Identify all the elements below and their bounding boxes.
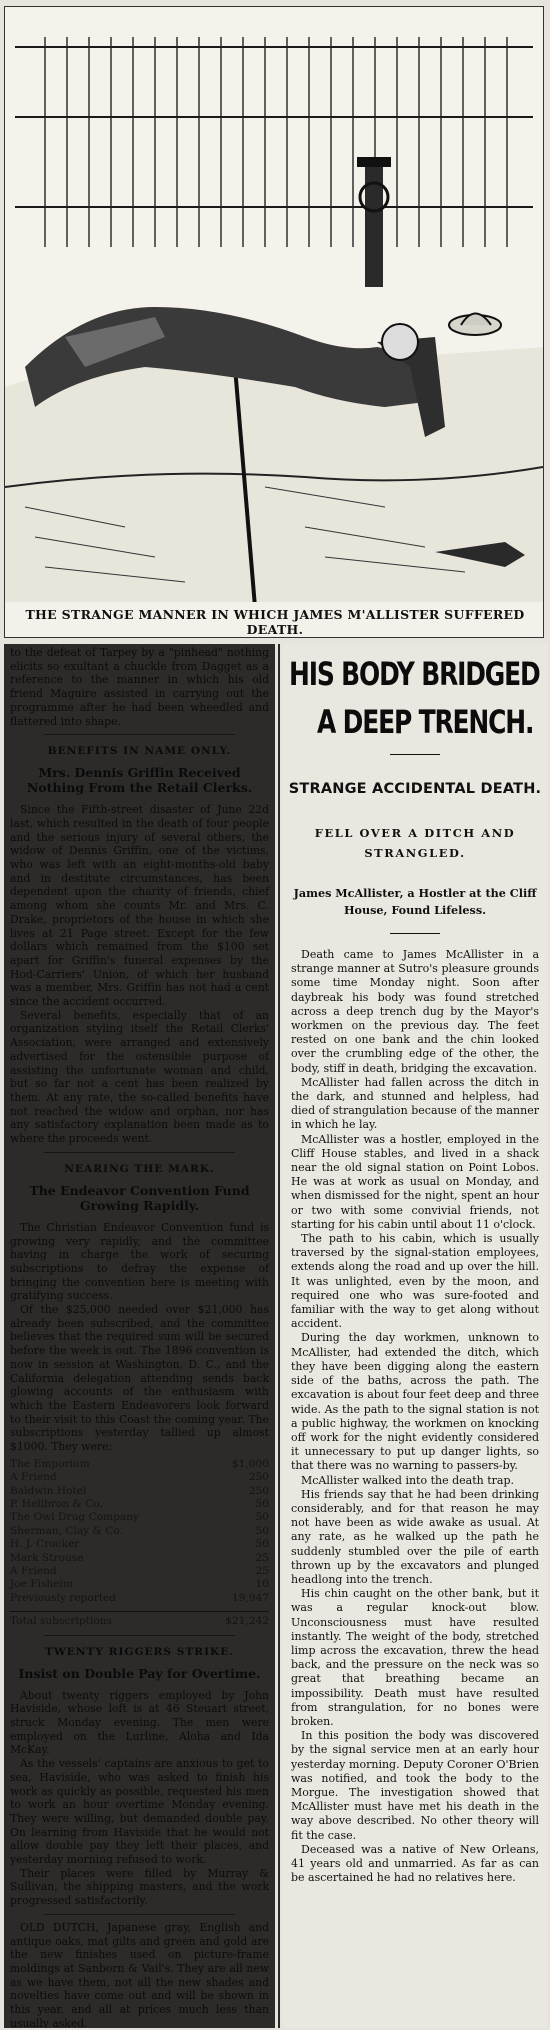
subscription-row	[10, 1592, 269, 1605]
subscriber-name: Mark Strouse	[10, 1551, 84, 1564]
section-heading: TWENTY RIGGERS STRIKE.	[44, 1645, 234, 1658]
section-heading: NEARING THE MARK.	[64, 1162, 215, 1175]
article-paragraph: His chin caught on the other bank, but it was a regular knock-out blow. Unconsciousness must have resulted instantly. The weight of the body, stretched limp across the excavation, threw the head back, and the pressure on the neck was so great that breathing became an impossibility. Death must have resulted from strangulation, for no bones were broken.	[291, 1587, 539, 1728]
headline-second-line: A DEEP TRENCH.	[317, 703, 534, 741]
subscriber-name: A Friend	[10, 1471, 57, 1484]
divider	[44, 1635, 235, 1636]
deck-summary: James McAllister, a Hostler at the Cliff House, Found Lifeless.	[293, 886, 537, 917]
subscriber-amount: 250	[248, 1471, 269, 1484]
subscription-row	[10, 1552, 269, 1565]
subscription-row	[10, 1471, 269, 1484]
section-subheading: Mrs. Dennis Griffin Received Nothing From the Retail Clerks.	[26, 765, 253, 796]
subscriber-amount: 50	[255, 1497, 269, 1510]
subscriber-amount: 50	[255, 1538, 269, 1551]
divider	[44, 1152, 235, 1153]
subscriptions-table	[10, 1458, 269, 1629]
divider	[390, 933, 440, 934]
column-divider	[278, 644, 280, 2028]
total-label: Total subscriptions	[10, 1615, 112, 1628]
article-paragraph: The path to his cabin, which is usually traversed by the signal-station employees, extends along the road and up over the hill. It was unlighted, even by the moon, and required one who was sure-footed and familiar with the way to get along without accident.	[291, 1232, 539, 1331]
subscriber-name: Joe Fisheim	[10, 1578, 73, 1591]
right-column	[283, 644, 547, 2028]
article-paragraph: Deceased was a native of New Orleans, 41 years old and unmarried. As far as can be ascertained he had no relatives here.	[291, 1842, 539, 1885]
article-paragraph: McAllister had fallen across the ditch in the dark, and stunned and helpless, had died of strangulation because of the manner in which he lay.	[291, 1075, 539, 1132]
subscription-row	[10, 1525, 269, 1538]
subscriber-name: A Friend	[10, 1565, 57, 1577]
section-paragraph: Their places were filled by Murray & Sullivan, the shipping masters, and the work progressed satisfactorily.	[10, 1866, 269, 1908]
subscriber-amount: 25	[255, 1565, 269, 1577]
divider	[390, 754, 440, 755]
section-paragraph: As the vessels' captains are anxious to get to sea, Haviside, who was asked to finish his work as quickly as possible, requested his men to work an hour overtime Monday evening. They were willing, but demanded double pay. On learning from Haviside that he would not allow double pay they left their places, and yesterday morning refused to work.	[10, 1757, 269, 1867]
section-paragraph: The Christian Endeavor Convention fund is growing very rapidly, and the committee having in charge the work of securing subscriptions to defray the expense of bringing the convention here is meeting with gratifying success.	[10, 1220, 269, 1303]
subscriber-amount: 50	[255, 1511, 269, 1524]
article-paragraph: In this position the body was discovered by the signal service men at an early hour yesterday morning. Deputy Coroner O'Brien was notified, and took the body to the Morgue. The investigation showed that McAllister must have met his death in the way above described. No other theory will fit the case.	[291, 1729, 539, 1842]
subscriber-name: P. Hellbron & Co.	[10, 1497, 103, 1510]
subscriber-amount: 10	[255, 1578, 269, 1591]
subscription-row	[10, 1538, 269, 1551]
subscriber-name: The Emporium	[10, 1457, 90, 1470]
subscriber-name: H. J. Crocker	[10, 1538, 80, 1551]
headline: HIS BODY BRIDGED	[289, 655, 540, 693]
left-column	[4, 644, 275, 2028]
article-paragraph: McAllister was a hostler, employed in the Cliff House stables, and lived in a shack near the old signal station on Point Lobos. He was at work as usual on Monday, and when dismissed for the night, spent an hour or two with some convivial friends, not starting for his cabin until about 11 o'clock.	[291, 1132, 539, 1231]
subscriber-amount: 25	[255, 1551, 269, 1564]
article-paragraph: During the day workmen, unknown to McAllister, had extended the ditch, which they have been digging along the eastern side of the baths, across the path. The excavation is about four feet deep and three wide. As the path to the signal station is not a public highway, the workmen on knocking off work for the night evidently considered it unnecessary to put up danger lights, so that there was no warning to passers-by.	[291, 1331, 539, 1473]
subscriber-name: Baldwin Hotel	[10, 1484, 87, 1497]
section-paragraph: Of the $25,000 needed over $21,000 has already been subscribed, and the committee believes that the required sum will be secured before the week is out. The 1896 convention is now in session at Washington, D. C., and the California delegation attending sends back glowing accounts of the enthusiasm with which the Eastern Endeavorers look forward to their visit to this Coast the coming year. The subscriptions yesterday tallied up almost $1000. They were:	[10, 1303, 269, 1454]
subscriber-name: The Owl Drug Company	[10, 1511, 139, 1524]
subscription-row	[10, 1498, 269, 1511]
section-heading: BENEFITS IN NAME ONLY.	[47, 745, 232, 758]
subscriber-amount: 50	[255, 1524, 269, 1537]
illustration-panel	[4, 6, 544, 638]
subscription-row	[10, 1485, 269, 1498]
divider	[44, 734, 235, 735]
divider	[44, 1914, 235, 1915]
total-amount: $21,242	[225, 1615, 269, 1628]
subscriber-name: Previously reported	[10, 1591, 117, 1604]
subscription-row	[10, 1458, 269, 1471]
subheadline: STRANGE ACCIDENTAL DEATH.	[288, 781, 542, 797]
advertisement-text: OLD DUTCH, Japanese gray, English and antique oaks, mat gilts and green and gold are the new finishes used on picture-frame moldings at Sanborn & Vail's. They are all new as we have them, not all the new shades and novelties have come out and will be shown in this year, and all at prices much less than usually asked.	[10, 1920, 269, 2028]
article-paragraph: Death came to James McAllister in a strange manner at Sutro's pleasure grounds some time Monday night. Soon after daybreak his body was found stretched across a deep trench dug by the Mayor's workmen on the previous day. The feet rested on one bank and the chin looked over the crumbling edge of the other, the body, stiff in death, bridging the excavation.	[291, 948, 539, 1075]
subscriber-amount: 250	[248, 1484, 269, 1497]
subscriber-amount: $1,000	[231, 1457, 269, 1470]
subscription-row	[10, 1565, 269, 1578]
article-paragraph: His friends say that he had been drinking considerably, and for that reason he may not have been as wide awake as usual. At any rate, as he walked up the path he suddenly stumbled over the pile of earth thrown up by the excavators and plunged headlong into the trench.	[291, 1487, 539, 1586]
subscription-row	[10, 1511, 269, 1524]
article-paragraph: McAllister walked into the death trap.	[301, 1473, 514, 1487]
section-paragraph: About twenty riggers employed by John Haviside, whose loft is at 46 Steuart street, struck Monday evening. The men were employed on the Lurline, Aloha and Ida McKay.	[10, 1688, 269, 1757]
deck-headline: FELL OVER A DITCH AND STRANGLED.	[314, 826, 516, 860]
section-subheading: Insist on Double Pay for Overtime.	[18, 1665, 261, 1681]
subscription-row	[10, 1578, 269, 1591]
trench-death-illustration	[5, 7, 543, 602]
illustration-caption: THE STRANGE MANNER IN WHICH JAMES M'ALLISTER SUFFERED DEATH.	[25, 607, 525, 637]
subscriber-name: Sherman, Clay & Co.	[10, 1524, 123, 1537]
section-paragraph: Since the Fifth-street disaster of June 22d last, which resulted in the death of four people and the serious injury of several others, the widow of Dennis Griffin, one of the victims, who was left with an eight-months-old baby and in destitute circumstances, has been dependent upon the charity of friends, chief among whom she counts Mr. and Mrs. C. Drake, proprietors of the house in which she lives at 21 Page street. Except for the few dollars which remained from the $100 set apart for Griffin's funeral expenses by the Hod-Carriers' Union, of which her husband was a member, Mrs. Griffin has not had a cent since the accident occurred.	[10, 803, 269, 1009]
subscriber-amount: 19,947	[231, 1591, 269, 1604]
left-para-top: to the defeat of Tarpey by a "pinhead" nothing elicits so exultant a chuckle from Dagget as a reference to the manner in which his old friend Maguire assisted in carrying out the programme after he had been wheedled and flattered into shape.	[10, 646, 269, 728]
section-paragraph: Several benefits, especially that of an organization styling itself the Retail Clerks' Association, were arranged and extensively advertised for the ostensible purpose of assisting the unfortunate woman and child, but so far not a cent has been realized by them. At any rate, the so-called benefits have not reached the widow and orphan, nor has any satisfactory explanation been made as to where the proceeds went.	[10, 1008, 269, 1146]
section-subheading: The Endeavor Convention Fund Growing Rapidly.	[29, 1182, 250, 1213]
subscription-total-row	[10, 1611, 269, 1628]
